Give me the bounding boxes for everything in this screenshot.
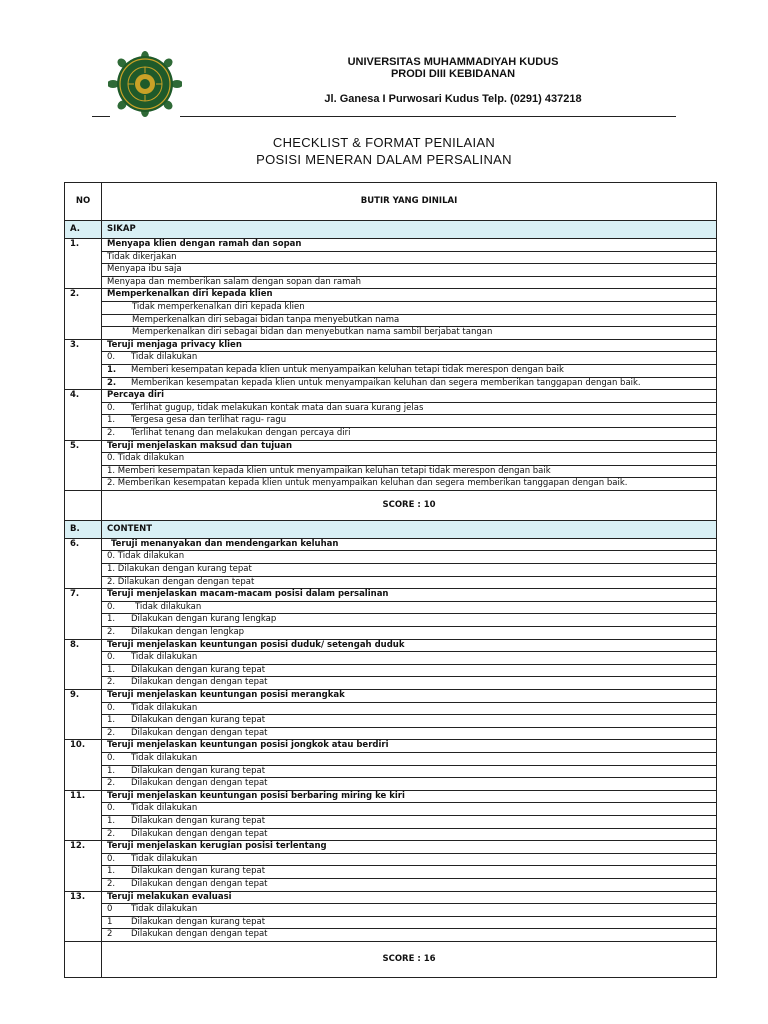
option-text: Tidak dilakukan [131, 352, 198, 363]
option-text: Terlihat tenang dan melakukan dengan percaya diri [131, 427, 351, 438]
option-row [65, 778, 717, 791]
option-number: 2. [107, 878, 116, 889]
option-text: Dilakukan dengan lengkap [131, 627, 245, 638]
item-number: 11. [65, 790, 102, 840]
item-title-row [65, 740, 717, 753]
option-row [65, 251, 717, 264]
option-number: 1. [107, 664, 116, 675]
item-title: Teruji menjelaskan keuntungan posisi merangkak [102, 690, 717, 703]
option-text: Memperkenalkan diri sebagai bidan tanpa menyebutkan nama [102, 314, 717, 327]
option-text: Tidak dikerjakan [102, 251, 717, 264]
option-text: Dilakukan dengan kurang tepat [131, 815, 266, 826]
item-number: 1. [65, 239, 102, 289]
section-code: A. [65, 221, 102, 239]
section-label: SIKAP [102, 221, 717, 239]
option-row [65, 415, 717, 428]
option-text: 2. Memberikan kesempatan kepada klien untuk menyampaikan keluhan dan segera memberikan tanggapan dengan baik. [102, 478, 717, 491]
option-number: 0. [107, 402, 116, 413]
university-seal-logo [108, 51, 182, 117]
option-row [65, 664, 717, 677]
option-row [65, 904, 717, 917]
option-row [65, 828, 717, 841]
program-name: PRODI DIII KEBIDANAN [390, 68, 516, 80]
option-number: 1. [107, 415, 116, 426]
option-row [65, 301, 717, 314]
option-row [65, 327, 717, 340]
option-row [65, 752, 717, 765]
item-title-row [65, 440, 717, 453]
option-number: 0 [107, 904, 113, 915]
score-spacer [65, 490, 102, 520]
item-number: 3. [65, 339, 102, 389]
letterhead-divider-left [92, 116, 110, 117]
option-text: Dilakukan dengan kurang tepat [131, 664, 266, 675]
col-no-header: NO [65, 183, 102, 221]
section-row [65, 221, 717, 239]
option-text: Dilakukan dengan dengan tepat [131, 828, 268, 839]
item-number: 9. [65, 690, 102, 740]
option-row [65, 314, 717, 327]
option-number: 2. [107, 727, 116, 738]
option-row [65, 677, 717, 690]
option-text: Tidak dilakukan [131, 752, 198, 763]
item-title-row [65, 289, 717, 302]
assessment-table [64, 182, 717, 978]
option-row [65, 627, 717, 640]
option-text: Dilakukan dengan dengan tepat [131, 929, 268, 940]
document-title: CHECKLIST & FORMAT PENILAIAN [272, 135, 496, 150]
item-title: Teruji menjelaskan kerugian posisi terlentang [102, 841, 717, 854]
option-row [65, 551, 717, 564]
item-title-row [65, 639, 717, 652]
section-row [65, 520, 717, 538]
section-code: B. [65, 520, 102, 538]
option-text: 0. Tidak dilakukan [102, 551, 717, 564]
item-title: Teruji menanyakan dan mendengarkan keluhan [102, 538, 717, 551]
option-row [65, 564, 717, 577]
option-text: Tergesa gesa dan terlihat ragu- ragu [131, 415, 287, 426]
item-number: 10. [65, 740, 102, 790]
option-number: 1. [107, 866, 116, 877]
option-number: 0. [107, 702, 116, 713]
option-text: Tidak memperkenalkan diri kepada klien [102, 301, 717, 314]
option-text: Memperkenalkan diri sebagai bidan dan menyebutkan nama sambil berjabat tangan [102, 327, 717, 340]
option-row [65, 352, 717, 365]
option-number: 1. [107, 815, 116, 826]
option-number: 0. [107, 853, 116, 864]
item-title-row [65, 841, 717, 854]
option-row [65, 815, 717, 828]
option-text: Dilakukan dengan kurang tepat [131, 765, 266, 776]
option-row [65, 427, 717, 440]
item-title-row [65, 239, 717, 252]
option-text: 1. Dilakukan dengan kurang tepat [102, 564, 717, 577]
option-row [65, 702, 717, 715]
option-number: 1. [107, 364, 117, 375]
score-total: SCORE : 16 [102, 941, 717, 977]
option-text: Memberi kesempatan kepada klien untuk menyampaikan keluhan tetapi tidak merespon dengan baik [131, 364, 564, 375]
option-row [65, 576, 717, 589]
option-text: Dilakukan dengan dengan tepat [131, 878, 268, 889]
option-row [65, 866, 717, 879]
university-name: UNIVERSITAS MUHAMMADIYAH KUDUS [347, 56, 559, 68]
option-text: Tidak dilakukan [131, 853, 198, 864]
item-title: Teruji menjelaskan maksud dan tujuan [102, 440, 717, 453]
item-title-row [65, 390, 717, 403]
address-line: Jl. Ganesa I Purwosari Kudus Telp. (0291) 437218 [324, 93, 582, 105]
item-number: 2. [65, 289, 102, 339]
document-subtitle: POSISI MENERAN DALAM PERSALINAN [256, 152, 512, 167]
letterhead-divider-right [180, 116, 676, 117]
option-row [65, 465, 717, 478]
item-title: Percaya diri [102, 390, 717, 403]
item-number: 5. [65, 440, 102, 490]
option-number: 2. [107, 627, 116, 638]
option-number: 0. [107, 803, 116, 814]
option-text: Dilakukan dengan kurang tepat [131, 715, 266, 726]
score-row [65, 490, 717, 520]
item-title: Teruji menjelaskan keuntungan posisi duduk/ setengah duduk [102, 639, 717, 652]
option-number: 2. [107, 778, 116, 789]
item-number: 8. [65, 639, 102, 689]
score-total: SCORE : 10 [102, 490, 717, 520]
option-row [65, 364, 717, 377]
option-row [65, 601, 717, 614]
item-number: 12. [65, 841, 102, 891]
option-number: 0. [107, 652, 116, 663]
option-number: 2. [107, 377, 117, 388]
option-text: Tidak dilakukan [135, 601, 202, 612]
item-title-row [65, 690, 717, 703]
option-text: Tidak dilakukan [131, 652, 198, 663]
option-row [65, 377, 717, 390]
option-text: Dilakukan dengan kurang tepat [131, 866, 266, 877]
option-row [65, 478, 717, 491]
option-text: Dilakukan dengan dengan tepat [131, 727, 268, 738]
option-text: Memberikan kesempatan kepada klien untuk menyampaikan keluhan dan segera memberikan tanggapan dengan baik. [131, 377, 641, 388]
item-title: Teruji menjelaskan macam-macam posisi dalam persalinan [102, 589, 717, 602]
item-title: Menyapa klien dengan ramah dan sopan [102, 239, 717, 252]
option-text: Dilakukan dengan kurang tepat [131, 916, 266, 927]
item-title-row [65, 891, 717, 904]
item-title-row [65, 339, 717, 352]
item-title: Teruji menjaga privacy klien [102, 339, 717, 352]
item-title: Memperkenalkan diri kepada klien [102, 289, 717, 302]
item-number: 4. [65, 390, 102, 440]
item-number: 13. [65, 891, 102, 941]
option-text: Dilakukan dengan kurang lengkap [131, 614, 277, 625]
item-number: 7. [65, 589, 102, 639]
option-text: Tidak dilakukan [131, 904, 198, 915]
section-label: CONTENT [102, 520, 717, 538]
option-text: Tidak dilakukan [131, 803, 198, 814]
option-text: 0. Tidak dilakukan [102, 453, 717, 466]
col-item-header: BUTIR YANG DINILAI [102, 183, 717, 221]
option-row [65, 916, 717, 929]
option-row [65, 853, 717, 866]
option-row [65, 276, 717, 289]
option-number: 1. [107, 765, 116, 776]
option-number: 1. [107, 614, 116, 625]
option-row [65, 614, 717, 627]
option-row [65, 727, 717, 740]
item-number: 6. [65, 538, 102, 588]
option-row [65, 652, 717, 665]
option-text: 1. Memberi kesempatan kepada klien untuk menyampaikan keluhan tetapi tidak merespon dengan baik [102, 465, 717, 478]
item-title-row [65, 589, 717, 602]
table-header-row [65, 183, 717, 221]
option-text: Tidak dilakukan [131, 702, 198, 713]
option-number: 2. [107, 828, 116, 839]
option-row [65, 402, 717, 415]
option-text: Dilakukan dengan dengan tepat [131, 677, 268, 688]
option-number: 1 [107, 916, 113, 927]
option-text: Terlihat gugup, tidak melakukan kontak mata dan suara kurang jelas [131, 402, 424, 413]
score-spacer [65, 941, 102, 977]
item-title: Teruji melakukan evaluasi [102, 891, 717, 904]
option-row [65, 715, 717, 728]
option-number: 0. [107, 352, 116, 363]
score-row [65, 941, 717, 977]
option-row [65, 803, 717, 816]
option-number: 2. [107, 427, 116, 438]
option-text: 2. Dilakukan dengan dengan tepat [102, 576, 717, 589]
item-title-row [65, 538, 717, 551]
item-title: Teruji menjelaskan keuntungan posisi berbaring miring ke kiri [102, 790, 717, 803]
item-title: Teruji menjelaskan keuntungan posisi jongkok atau berdiri [102, 740, 717, 753]
option-number: 0. [107, 752, 116, 763]
option-row [65, 264, 717, 277]
option-row [65, 929, 717, 942]
option-row [65, 765, 717, 778]
option-text: Menyapa ibu saja [102, 264, 717, 277]
option-row [65, 453, 717, 466]
option-row [65, 878, 717, 891]
item-title-row [65, 790, 717, 803]
option-text: Menyapa dan memberikan salam dengan sopan dan ramah [102, 276, 717, 289]
option-number: 1. [107, 715, 116, 726]
option-number: 2. [107, 677, 116, 688]
option-number: 0. [107, 601, 116, 612]
option-number: 2 [107, 929, 113, 940]
option-text: Dilakukan dengan dengan tepat [131, 778, 268, 789]
